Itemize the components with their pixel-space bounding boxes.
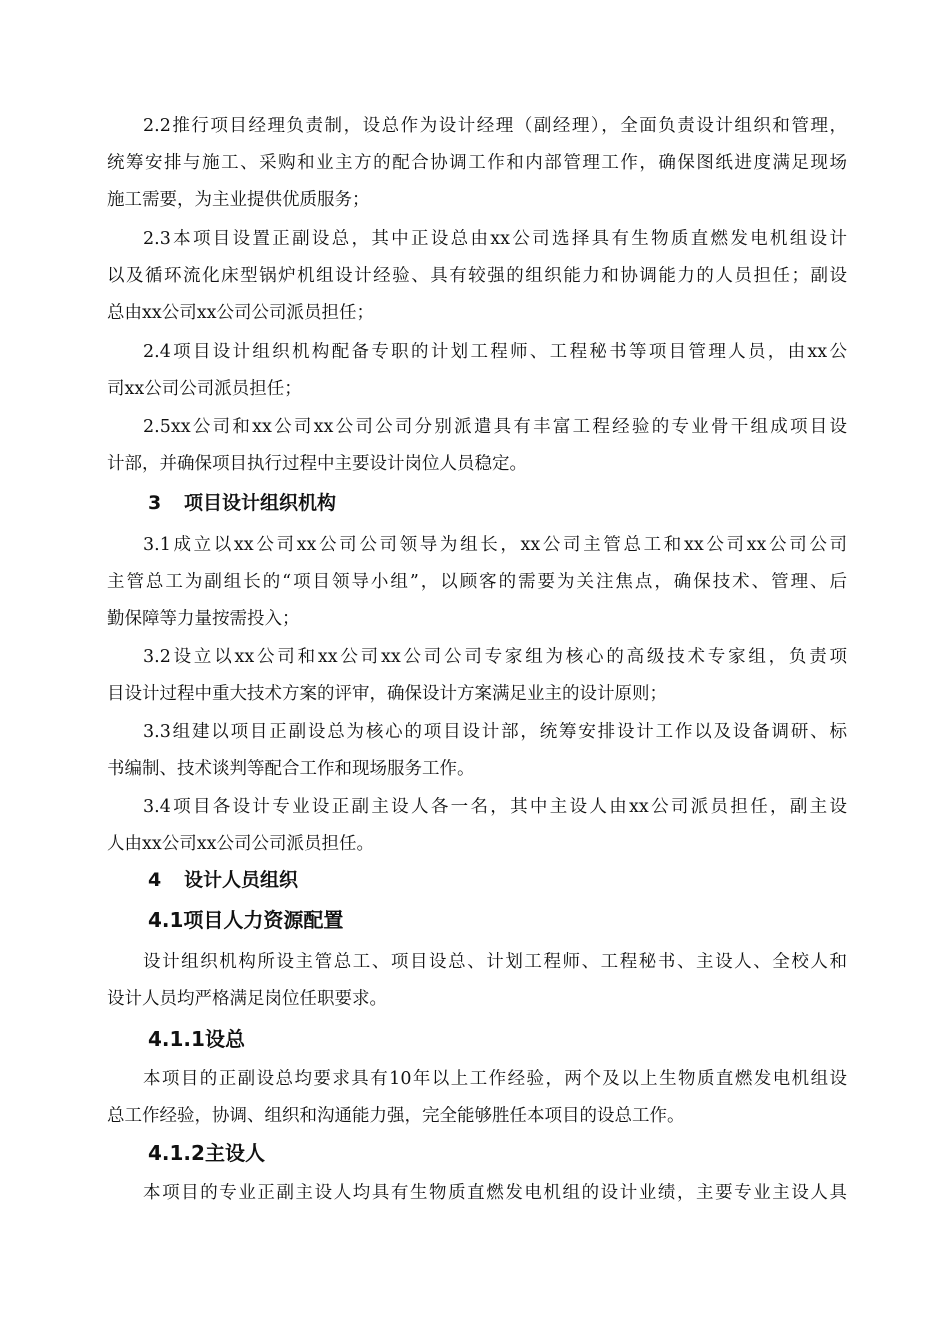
paragraph-4-1-line-1: 设计组织机构所设主管总工、项目设总、计划工程师、工程秘书、主设人、全校人和: [143, 952, 847, 972]
section-4-number: 4: [148, 869, 162, 891]
paragraph-3-1-line-2: 主管总工为副组长的“项目领导小组”，以顾客的需要为关注焦点，确保技术、管理、后: [107, 572, 847, 592]
paragraph-3-4-line-1: 3.4项目各设计专业设正副主设人各一名，其中主设人由xx公司派员担任，副主设: [143, 797, 847, 817]
paragraph-3-3-line-1: 3.3组建以项目正副设总为核心的项目设计部，统筹安排设计工作以及设备调研、标: [143, 722, 847, 742]
paragraph-2-2-line-3: 施工需要，为主业提供优质服务；: [107, 190, 370, 210]
paragraph-2-3-line-1: 2.3本项目设置正副设总，其中正设总由xx公司选择具有生物质直燃发电机组设计: [143, 229, 847, 249]
paragraph-2-3-line-3: 总由xx公司xx公司公司派员担任；: [107, 303, 374, 323]
paragraph-3-4-line-2: 人由xx公司xx公司公司派员担任。: [107, 834, 374, 854]
paragraph-2-4-line-1: 2.4项目设计组织机构配备专职的计划工程师、工程秘书等项目管理人员，由xx公: [143, 342, 847, 362]
paragraph-3-2-line-1: 3.2设立以xx公司和xx公司xx公司公司专家组为核心的高级技术专家组，负责项: [143, 647, 847, 667]
section-4-1-1-heading: 4.1.1设总: [148, 1027, 245, 1051]
paragraph-3-1-line-1: 3.1成立以xx公司xx公司公司领导为组长，xx公司主管总工和xx公司xx公司公司: [143, 535, 847, 555]
section-4-1-heading: 4.1项目人力资源配置: [148, 908, 344, 932]
section-4-1-2-heading: 4.1.2主设人: [148, 1141, 265, 1165]
paragraph-3-1-line-3: 勤保障等力量按需投入；: [107, 609, 300, 629]
paragraph-2-5-line-2: 计部，并确保项目执行过程中主要设计岗位人员稳定。: [107, 454, 527, 474]
paragraph-3-3-line-2: 书编制、技术谈判等配合工作和现场服务工作。: [107, 759, 475, 779]
paragraph-2-5-line-1: 2.5xx公司和xx公司xx公司公司分别派遣具有丰富工程经验的专业骨干组成项目设: [143, 417, 847, 437]
paragraph-4-1-1-line-2: 总工作经验，协调、组织和沟通能力强，完全能够胜任本项目的设总工作。: [107, 1106, 685, 1126]
paragraph-3-2-line-2: 目设计过程中重大技术方案的评审，确保设计方案满足业主的设计原则；: [107, 684, 667, 704]
paragraph-4-1-1-line-1: 本项目的正副设总均要求具有10年以上工作经验，两个及以上生物质直燃发电机组设: [143, 1069, 847, 1089]
section-3-heading: [148, 490, 336, 516]
section-3-number: 3: [148, 492, 162, 514]
paragraph-4-1-line-2: 设计人员均严格满足岗位任职要求。: [107, 989, 387, 1009]
paragraph-2-2-line-1: 2.2推行项目经理负责制，设总作为设计经理（副经理），全面负责设计组织和管理，: [143, 116, 847, 136]
paragraph-4-1-2-line-1: 本项目的专业正副主设人均具有生物质直燃发电机组的设计业绩，主要专业主设人具: [143, 1183, 847, 1203]
section-3-title: 项目设计组织机构: [184, 492, 337, 514]
paragraph-2-4-line-2: 司xx公司公司派员担任；: [107, 379, 302, 399]
paragraph-2-2-line-2: 统筹安排与施工、采购和业主方的配合协调工作和内部管理工作，确保图纸进度满足现场: [107, 153, 847, 173]
section-4-heading: [148, 867, 298, 893]
paragraph-2-3-line-2: 以及循环流化床型锅炉机组设计经验、具有较强的组织能力和协调能力的人员担任；副设: [107, 266, 847, 286]
section-4-title: 设计人员组织: [184, 869, 299, 891]
